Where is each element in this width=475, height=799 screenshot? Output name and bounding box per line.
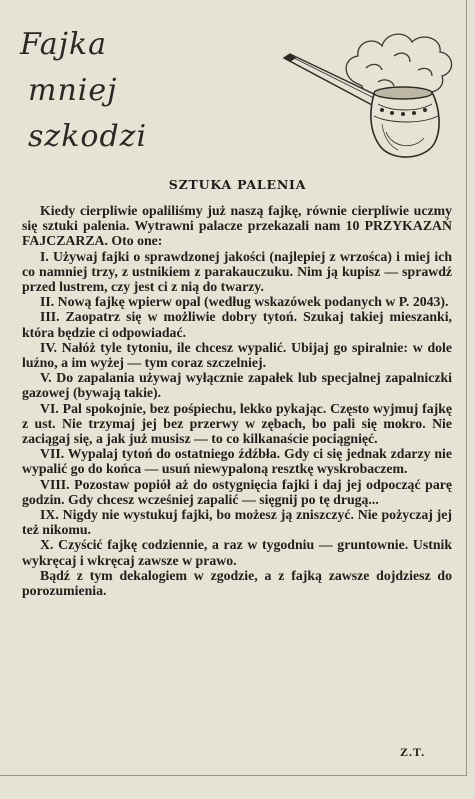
rule-4	[22, 340, 452, 370]
rule-7	[22, 446, 452, 476]
section-heading: SZTUKA PALENIA	[168, 177, 307, 192]
rule-1	[22, 249, 452, 295]
rule-numeral: IX.	[40, 507, 59, 523]
rule-2	[22, 294, 452, 309]
title-line-3: szkodzi	[28, 119, 148, 154]
rule-text: Czyścić fajkę codziennie, a raz w tygodniu — gruntownie. Ustnik wykręcaj i wkręcaj zawsze w prawo.	[22, 537, 452, 568]
rule-text: Zaopatrz się w możliwie dobry tytoń. Szukaj takiej mieszanki, która będzie ci odpowiadać.	[22, 309, 452, 340]
rule-numeral: IV.	[40, 339, 58, 355]
rule-numeral: VI.	[40, 400, 59, 416]
rule-text: Pozostaw popiół aż do ostygnięcia fajki i daj jej odpocząć parę godzin. Gdy chcesz wcześniej zapalić — sięgnij po tę drugą...	[22, 476, 452, 507]
rule-text: Wypalaj tytoń do ostatniego źdźbła. Gdy ci się jednak zdarzy nie wypalić go do końca — usuń niewypaloną resztkę wyskrobaczem.	[22, 446, 452, 477]
rule-numeral: III.	[40, 309, 60, 325]
rule-3	[22, 309, 452, 339]
rule-8	[22, 477, 452, 507]
rule-text: Do zapalania używaj wyłącznie zapałek lub specjalnej zapalniczki gazowej (bywają takie).	[22, 370, 452, 401]
rule-numeral: VII.	[40, 446, 65, 462]
author-signature: Z.T.	[400, 745, 426, 759]
rule-numeral: V.	[40, 370, 52, 386]
column-rule-bottom	[0, 775, 467, 776]
title-line-1: Fajka	[20, 27, 108, 62]
rule-text: Nigdy nie wystukuj fajki, bo możesz ją zniszczyć. Nie pożyczaj jej też nikomu.	[22, 507, 452, 538]
article-title	[20, 22, 180, 160]
rule-numeral: II.	[40, 294, 55, 310]
rule-text: Używaj fajki o sprawdzonej jakości (najlepiej z wrzośca) i miej ich co namniej trzy, z ustnikiem z parakauczuku. Nim ją kupisz — sprawdź przed lustrem, czy jest ci z nią do twarzy.	[22, 248, 452, 295]
rule-text: Nałóż tyle tytoniu, ile chcesz wypalić. Ubijaj go spiralnie: w dole luźno, a im wyżej — tym coraz szczelniej.	[22, 339, 452, 371]
rule-9	[22, 507, 452, 537]
rule-numeral: I.	[40, 248, 49, 264]
rule-numeral: VIII.	[40, 476, 70, 492]
rule-10	[22, 537, 452, 567]
rule-numeral: X.	[40, 537, 54, 553]
article-closing: Bądź z tym dekalogiem w zgodzie, a z fajką zawsze dojdziesz do porozumienia.	[22, 567, 452, 599]
pipe-with-smoke-icon	[282, 12, 462, 162]
article-body	[22, 203, 452, 598]
column-rule-right	[466, 0, 467, 775]
rule-text: Nową fajkę wpierw opal (według wskazówek podanych w P. 2043).	[57, 294, 449, 310]
rule-5	[22, 370, 452, 400]
rule-6	[22, 401, 452, 447]
title-line-2: mniej	[28, 73, 118, 108]
article-intro: Kiedy cierpliwie opaliliśmy już naszą fajkę, równie cierpliwie uczmy się sztuki palenia. Wytrawni palacze przekazali nam 10 PRZYKAZAŃ FAJCZARZA. Oto one:	[22, 203, 452, 249]
rule-text: Pal spokojnie, bez pośpiechu, lekko pykając. Często wyjmuj fajkę z ust. Nie trzymaj jej bez przerwy w zębach, bo pali się mokro. Nie zaciągaj się, a jak już musisz — to co kilkanaście pociągnięć.	[22, 400, 452, 447]
